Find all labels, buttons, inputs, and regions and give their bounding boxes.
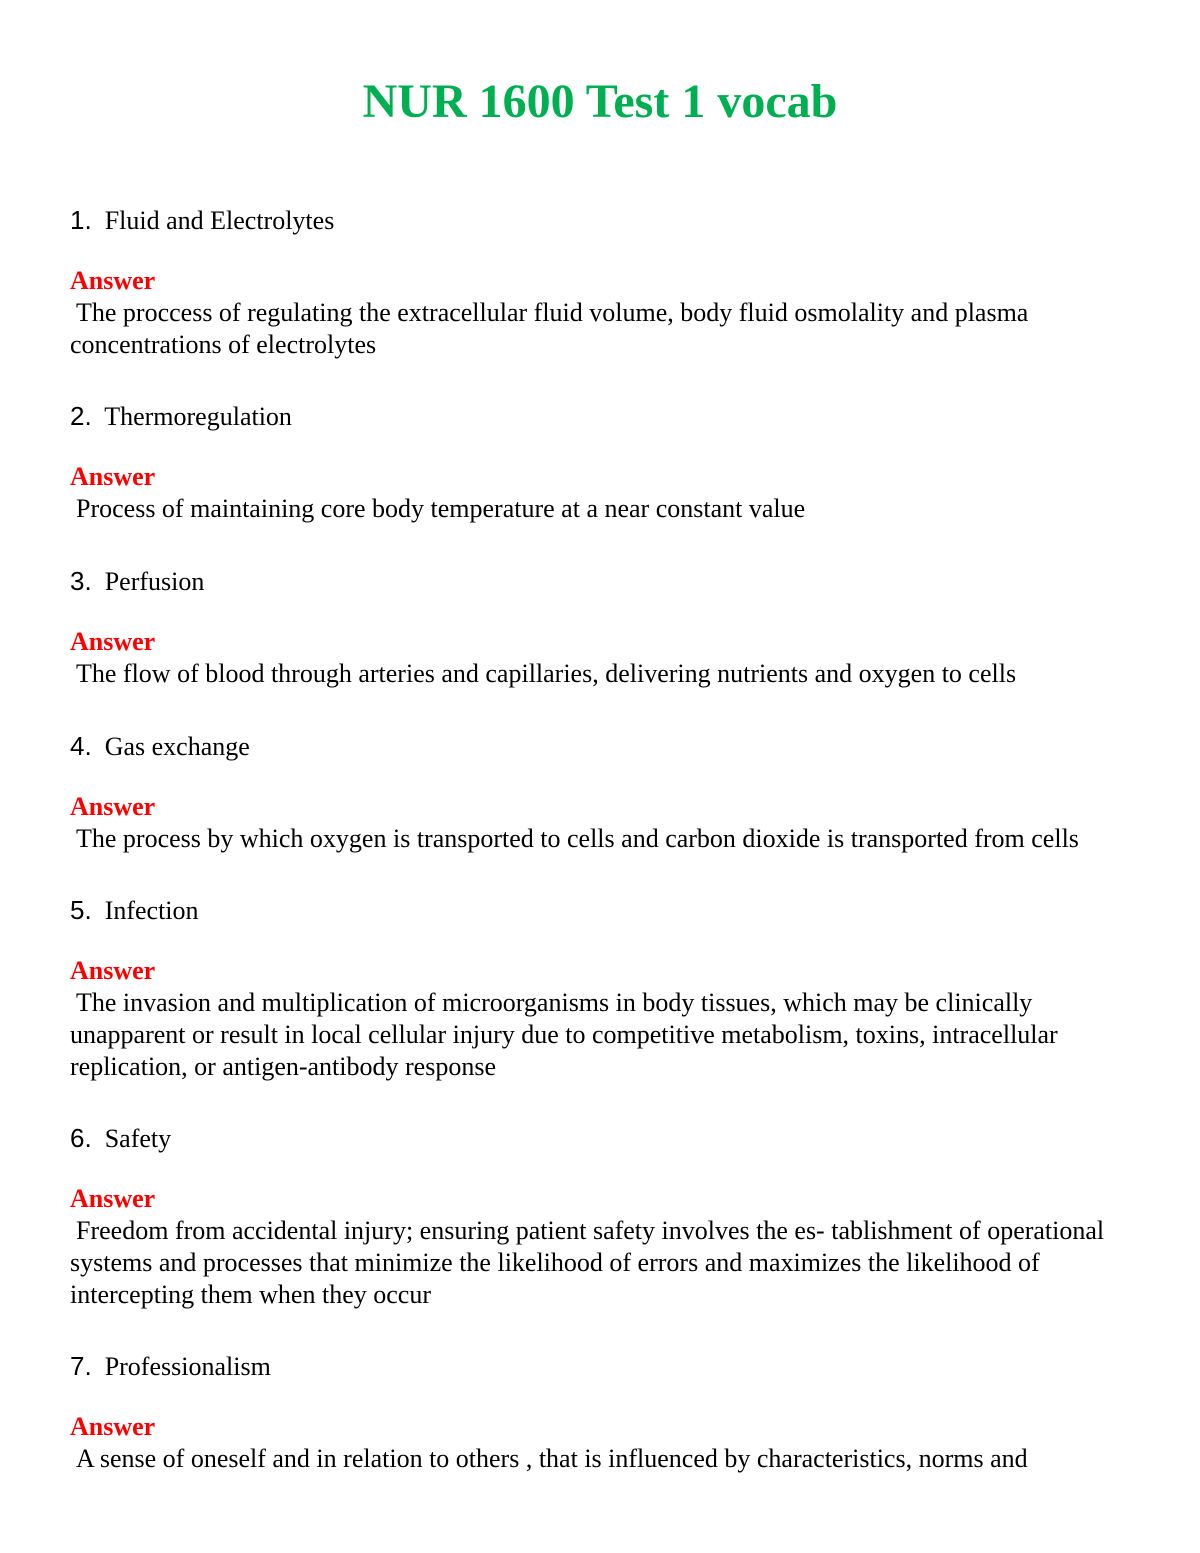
- vocab-term: Perfusion: [104, 567, 205, 596]
- answer-text: Process of maintaining core body temperature at a near constant value: [76, 494, 806, 523]
- answer-text: The process by which oxygen is transported to cells and carbon dioxide is transported from cells: [76, 824, 1079, 853]
- vocab-term-row: [70, 398, 1140, 434]
- vocab-term: Professionalism: [104, 1352, 271, 1381]
- vocab-item-1: [70, 202, 1140, 361]
- answer-text: The flow of blood through arteries and capillaries, delivering nutrients and oxygen to cells: [76, 659, 1017, 688]
- answer-label: Answer: [70, 1184, 156, 1213]
- item-number: 3.: [70, 566, 92, 596]
- item-number: 4.: [70, 731, 92, 761]
- vocab-term: Safety: [104, 1124, 172, 1153]
- answer-text: A sense of oneself and in relation to others , that is influenced by characteristics, norms and: [76, 1444, 1028, 1473]
- vocab-term: Fluid and Electrolytes: [104, 206, 335, 235]
- answer-label: Answer: [70, 462, 156, 491]
- answer-text: The invasion and multiplication of microorganisms in body tissues, which may be clinically unapparent or result in local cellular injury due to competitive metabolism, toxins, intracellular replication, or antigen-antibody response: [70, 988, 1058, 1081]
- vocab-item-5: [70, 892, 1140, 1083]
- item-number: 7.: [70, 1351, 92, 1381]
- vocab-term-row: [70, 563, 1140, 599]
- vocab-term-row: [70, 892, 1140, 928]
- vocab-item-4: [70, 728, 1140, 855]
- answer-label: Answer: [70, 792, 156, 821]
- answer-label: Answer: [70, 627, 156, 656]
- document-title: NUR 1600 Test 1 vocab: [362, 75, 838, 128]
- item-number: 2.: [70, 401, 92, 431]
- vocab-term-row: [70, 1120, 1140, 1156]
- vocab-term-row: [70, 202, 1140, 238]
- vocab-term: Thermoregulation: [104, 402, 292, 431]
- vocab-item-2: [70, 398, 1140, 525]
- item-number: 6.: [70, 1123, 92, 1153]
- vocab-term-row: [70, 1348, 1140, 1384]
- vocab-term: Infection: [104, 896, 199, 925]
- vocab-item-7: [70, 1348, 1140, 1475]
- answer-label: Answer: [70, 956, 156, 985]
- vocab-item-6: [70, 1120, 1140, 1311]
- item-number: 5.: [70, 895, 92, 925]
- answer-text: The proccess of regulating the extracellular fluid volume, body fluid osmolality and plasma concentrations of electrolytes: [70, 298, 1029, 359]
- item-number: 1.: [70, 205, 92, 235]
- answer-text: Freedom from accidental injury; ensuring patient safety involves the es- tablishment of operational systems and processes that minimize the likelihood of errors and maximizes the likelihood of intercepting them when they occur: [70, 1216, 1105, 1309]
- vocab-term-row: [70, 728, 1140, 764]
- vocab-item-3: [70, 563, 1140, 690]
- vocab-term: Gas exchange: [104, 732, 250, 761]
- answer-label: Answer: [70, 1412, 156, 1441]
- answer-label: Answer: [70, 266, 156, 295]
